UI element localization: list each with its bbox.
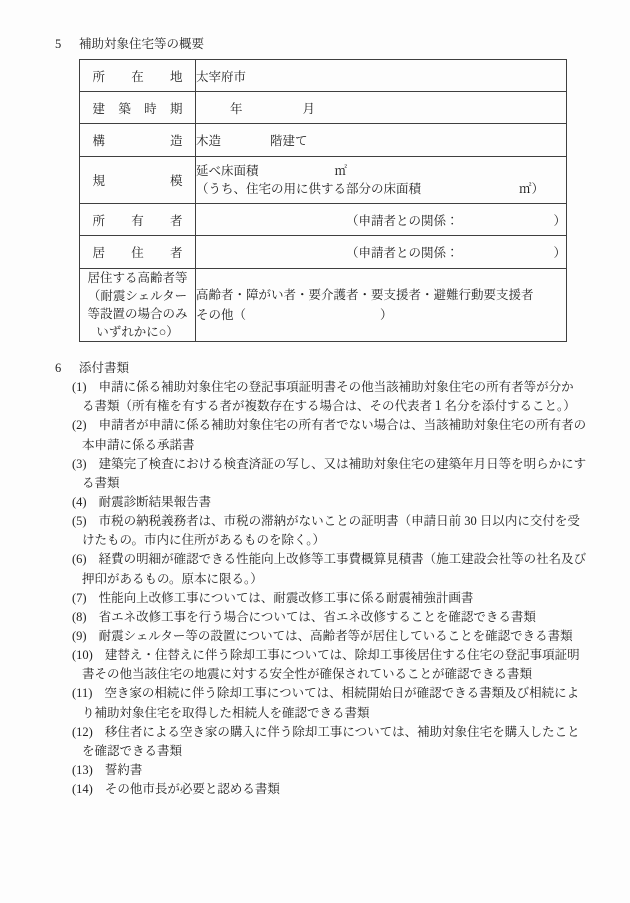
item-text: を確認できる書類	[82, 743, 183, 758]
relation-suffix: ）	[553, 213, 566, 228]
item-number: (3)	[72, 456, 87, 471]
location-value: 太宰府市	[196, 60, 567, 92]
item-number: (4)	[72, 494, 87, 509]
item-text: 空き家の相続に伴う除却工事については、相続開始日が確認できる書類及び相続によ	[104, 686, 580, 701]
item-text: 耐震診断結果報告書	[98, 494, 212, 509]
item-text: る書類	[82, 475, 120, 490]
item-text: その他市長が必要と認める書類	[104, 782, 280, 797]
month-unit: 月	[302, 101, 316, 116]
item-text: けたもの。市内に住所があるものを除く。）	[82, 533, 326, 548]
item-number: (7)	[72, 590, 87, 605]
item-text: 建替え・住替えに伴う除却工事については、除却工事後居住する住宅の登記事項証明	[104, 648, 580, 663]
list-item	[55, 627, 595, 646]
square-meter-unit: ㎡	[334, 163, 348, 178]
list-item	[55, 589, 595, 608]
item-number: (6)	[72, 552, 87, 567]
list-item	[55, 493, 595, 512]
table-row-scale	[80, 157, 567, 204]
list-item	[55, 512, 595, 550]
floor-area-label: 延べ床面積	[196, 163, 259, 178]
item-text: 市税の納税義務者は、市税の滞納がないことの証明書（申請日前 30 日以内に交付を受	[98, 514, 580, 529]
section6-title: 添付書類	[79, 361, 130, 375]
table-row-location	[80, 60, 567, 92]
elderly-label: 居住する高齢者等 （耐震シェルター 等設置の場合のみ いずれかに○）	[87, 271, 188, 339]
structure-label: 構造	[92, 134, 183, 148]
construction-date-value	[196, 92, 567, 124]
item-text: 申請に係る補助対象住宅の登記事項証明書その他当該補助対象住宅の所有者等が分か	[98, 380, 574, 395]
item-number: (5)	[72, 514, 87, 529]
item-text: 申請者が申請に係る補助対象住宅の所有者でない場合は、当該補助対象住宅の所有者の	[98, 418, 587, 433]
list-item	[55, 761, 595, 780]
other-prefix: その他（	[196, 308, 247, 322]
section5-number: 5	[55, 37, 62, 51]
section5-title: 補助対象住宅等の概要	[79, 37, 205, 51]
item-number: (14)	[72, 782, 93, 797]
table-row-owner	[80, 204, 567, 236]
list-item	[55, 378, 595, 416]
item-number: (11)	[72, 686, 93, 701]
structure-value	[196, 124, 567, 157]
item-number: (9)	[72, 628, 87, 643]
item-number: (8)	[72, 609, 87, 624]
table-row-elderly-residents	[80, 269, 567, 342]
section6-heading	[55, 359, 595, 378]
list-item	[55, 684, 595, 722]
item-text: 書その他当該住宅の地震に対する安全性が確保されていることが確認できる書類	[82, 667, 533, 682]
list-item	[55, 646, 595, 684]
item-number: (2)	[72, 418, 87, 433]
list-item	[55, 608, 595, 627]
item-text: 経費の明細が確認できる性能向上改修等工事費概算見積書（施工建設会社等の社名及び	[98, 552, 587, 567]
structure-type: 木造	[196, 134, 222, 148]
square-meter-unit-close: ㎡）	[519, 182, 545, 196]
section5-heading	[55, 35, 204, 54]
item-text: り補助対象住宅を取得した相続人を確認できる書類	[82, 705, 370, 720]
elderly-options: 高齢者・障がい者・要介護者・要支援者・避難行動要支援者	[196, 288, 534, 302]
table-row-resident	[80, 236, 567, 269]
section6-attached-documents	[55, 359, 595, 799]
housing-overview-table	[79, 59, 567, 342]
resident-label: 居住者	[92, 246, 183, 260]
other-suffix: ）	[380, 308, 393, 322]
section6-number: 6	[55, 361, 62, 375]
scale-label: 規模	[92, 174, 183, 188]
owner-label: 所有者	[92, 213, 183, 228]
item-text: 建築完了検査における検査済証の写し、又は補助対象住宅の建築年月日等を明らかにす	[98, 456, 587, 471]
relation-prefix: （申請者との関係：	[345, 213, 459, 228]
item-number: (13)	[72, 762, 93, 777]
scale-value	[196, 157, 567, 204]
list-item	[55, 455, 595, 493]
table-row-structure	[80, 124, 567, 157]
item-text: 耐震シェルター等の設置については、高齢者等が居住していることを確認できる書類	[98, 628, 573, 643]
list-item	[55, 416, 595, 454]
construction-date-label: 建築時期	[92, 101, 183, 116]
residential-area-label: （うち、住宅の用に供する部分の床面積	[196, 182, 422, 196]
item-number: (10)	[72, 648, 93, 663]
item-text: る書類（所有権を有する者が複数存在する場合は、その代表者１名分を添付すること。）	[82, 399, 576, 414]
list-item	[55, 780, 595, 799]
item-text: 性能向上改修工事については、耐震改修工事に係る耐震補強計画書	[98, 590, 474, 605]
elderly-value	[196, 269, 567, 342]
item-number: (12)	[72, 724, 93, 739]
table-row-construction-date	[80, 92, 567, 124]
floors-unit: 階建て	[270, 134, 308, 148]
relation-prefix: （申請者との関係：	[345, 246, 459, 260]
item-text: 移住者による空き家の購入に伴う除却工事については、補助対象住宅を購入したこと	[104, 724, 580, 739]
item-text: 本申請に係る承諾書	[82, 437, 195, 452]
relation-suffix: ）	[553, 246, 566, 260]
location-label: 所在地	[92, 69, 183, 84]
year-unit: 年	[230, 101, 243, 116]
item-text: 押印があるもの。原本に限る。）	[82, 571, 263, 586]
list-item	[55, 723, 595, 761]
item-text: 誓約書	[104, 762, 143, 777]
owner-value	[196, 204, 567, 236]
list-item	[55, 550, 595, 588]
item-number: (1)	[72, 380, 87, 395]
resident-value	[196, 236, 567, 269]
item-text: 省エネ改修工事を行う場合については、省エネ改修することを確認できる書類	[98, 609, 536, 624]
